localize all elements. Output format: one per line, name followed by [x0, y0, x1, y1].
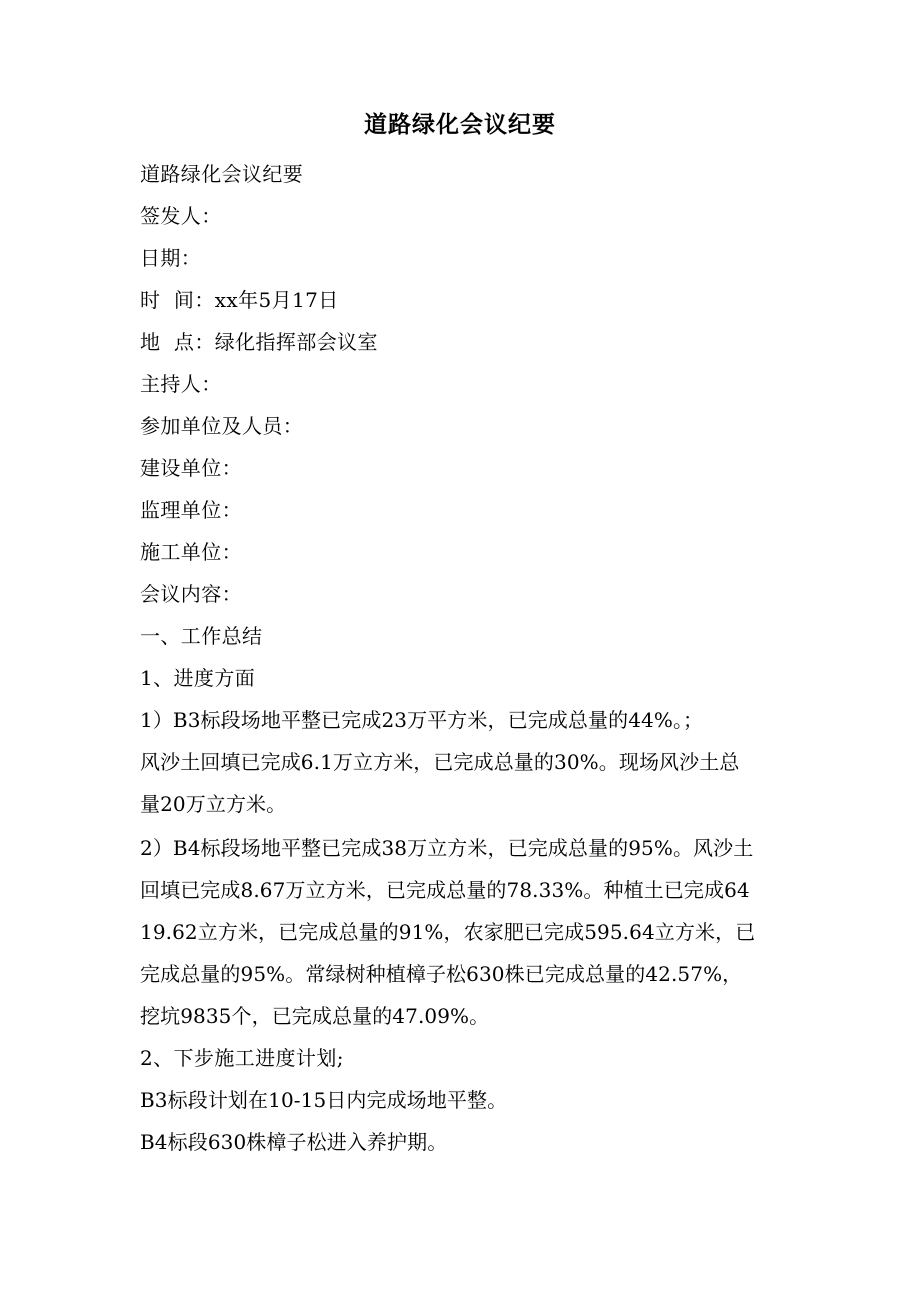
paragraph-line: 挖坑9835个，已完成总量的47.09%。 [140, 1004, 490, 1028]
paragraph-line: 1）B3标段场地平整已完成23万平方米，已完成总量的44%。； [140, 708, 704, 732]
document-subtitle: 道路绿化会议纪要 [140, 162, 304, 186]
issuer-field: 签发人： [140, 204, 222, 228]
paragraph-line: 回填已完成8.67万立方米，已完成总量的78.33%。种植土已完成64 [140, 878, 750, 902]
subsection-heading-plan: 2、下步施工进度计划; [140, 1046, 344, 1070]
paragraph-line: 19.62立方米，已完成总量的91%，农家肥已完成595.64立方米，已 [140, 920, 756, 944]
paragraph-line: 量20万立方米。 [140, 792, 287, 816]
date-field: 日期： [140, 246, 202, 270]
paragraph-line: 风沙土回填已完成6.1万立方米，已完成总量的30%。现场风沙土总 [140, 750, 740, 774]
paragraph-line: 2）B4标段场地平整已完成38万立方米，已完成总量的95%。风沙土 [140, 836, 754, 860]
time-field: 时 间：xx年5月17日 [140, 288, 339, 312]
host-field: 主持人： [140, 372, 222, 396]
supervision-unit-field: 监理单位： [140, 498, 242, 522]
paragraph-line: 完成总量的95%。常绿树种植樟子松630株已完成总量的42.57%， [140, 962, 743, 986]
participants-field: 参加单位及人员： [140, 414, 304, 438]
subsection-heading-progress: 1、进度方面 [140, 666, 256, 690]
construction-unit-field: 建设单位： [140, 456, 242, 480]
document-title: 道路绿化会议纪要 [364, 111, 556, 138]
section-heading-summary: 一、工作总结 [140, 624, 263, 648]
plan-line: B4标段630株樟子松进入养护期。 [140, 1130, 448, 1154]
location-field: 地 点：绿化指挥部会议室 [140, 330, 378, 354]
plan-line: B3标段计划在10-15日内完成场地平整。 [140, 1088, 508, 1112]
builder-unit-field: 施工单位： [140, 540, 242, 564]
meeting-content-field: 会议内容： [140, 582, 242, 606]
